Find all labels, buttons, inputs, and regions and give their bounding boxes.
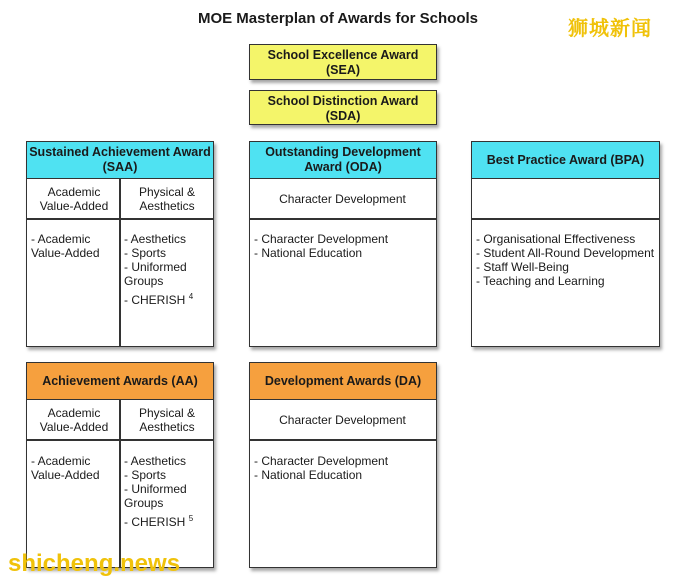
sea-box [249, 44, 437, 80]
list-item: - Staff Well-Being [476, 260, 569, 274]
saa-col1-head: Academic Value-Added [39, 184, 109, 213]
list-item: - National Education [254, 246, 363, 260]
oda-list [254, 232, 434, 260]
list-item: - National Education [254, 468, 363, 482]
bpa-row-divider [472, 218, 659, 220]
sda-box [249, 90, 437, 125]
list-item: - Teaching and Learning [476, 274, 605, 288]
page-title: MOE Masterplan of Awards for Schools [197, 10, 479, 27]
list-item: - Aesthetics [124, 454, 187, 468]
da-list [254, 454, 434, 482]
aa-col2-list [124, 454, 212, 529]
footnote-marker: 5 [188, 514, 194, 523]
aa-col1-head: Academic Value-Added [39, 405, 109, 434]
saa-box [26, 141, 214, 347]
aa-box [26, 362, 214, 568]
list-item: - Character Development [254, 232, 389, 246]
list-item: - Academic Value-Added [31, 454, 100, 482]
aa-col2-head: Physical & Aesthetics [138, 405, 196, 434]
saa-label: Sustained Achievement Award [29, 145, 211, 159]
oda-label: Outstanding Development [265, 145, 421, 159]
da-box [249, 362, 437, 568]
saa-col1-list [31, 232, 117, 260]
list-item: - Academic Value-Added [31, 232, 100, 260]
list-item: - Organisational Effectiveness [476, 232, 636, 246]
sea-abbr: (SEA) [325, 63, 361, 77]
da-header [250, 363, 436, 400]
list-item: - Sports [124, 246, 167, 260]
list-item: - Character Development [254, 454, 389, 468]
watermark-top: 狮城新闻 [568, 18, 652, 40]
aa-col1-list [31, 454, 117, 482]
da-label: Development Awards (DA) [264, 373, 422, 388]
aa-divider [119, 399, 121, 567]
aa-label: Achievement Awards (AA) [42, 373, 198, 388]
sda-abbr: (SDA) [325, 109, 361, 123]
da-row-divider [250, 439, 436, 441]
list-item: - Sports [124, 468, 167, 482]
saa-divider [119, 178, 121, 346]
list-item: - Aesthetics [124, 232, 187, 246]
bpa-list [476, 232, 658, 288]
aa-row-divider [27, 439, 213, 441]
aa-header [27, 363, 213, 400]
da-head: Character Development [279, 412, 406, 427]
saa-row-divider [27, 218, 213, 220]
footnote-marker: 4 [188, 292, 194, 301]
saa-abbr: (SAA) [102, 160, 138, 174]
list-item: - CHERISH [124, 515, 186, 529]
list-item: - CHERISH [124, 293, 186, 307]
sea-label: School Excellence Award [267, 48, 419, 62]
watermark-bottom: shicheng.news [8, 550, 181, 577]
bpa-header [472, 142, 659, 179]
oda-box [249, 141, 437, 347]
saa-col2-list [124, 232, 212, 307]
list-item: - Uniformed Groups [124, 260, 187, 288]
oda-header [250, 142, 436, 179]
list-item: - Uniformed Groups [124, 482, 187, 510]
oda-head: Character Development [279, 191, 406, 206]
bpa-label: Best Practice Award (BPA) [486, 152, 645, 167]
saa-header [27, 142, 213, 179]
oda-abbr: Award (ODA) [304, 160, 382, 174]
sda-label: School Distinction Award [267, 94, 419, 108]
bpa-box [471, 141, 660, 347]
saa-col2-head: Physical & Aesthetics [138, 184, 196, 213]
list-item: - Student All-Round Development [476, 246, 655, 260]
oda-row-divider [250, 218, 436, 220]
